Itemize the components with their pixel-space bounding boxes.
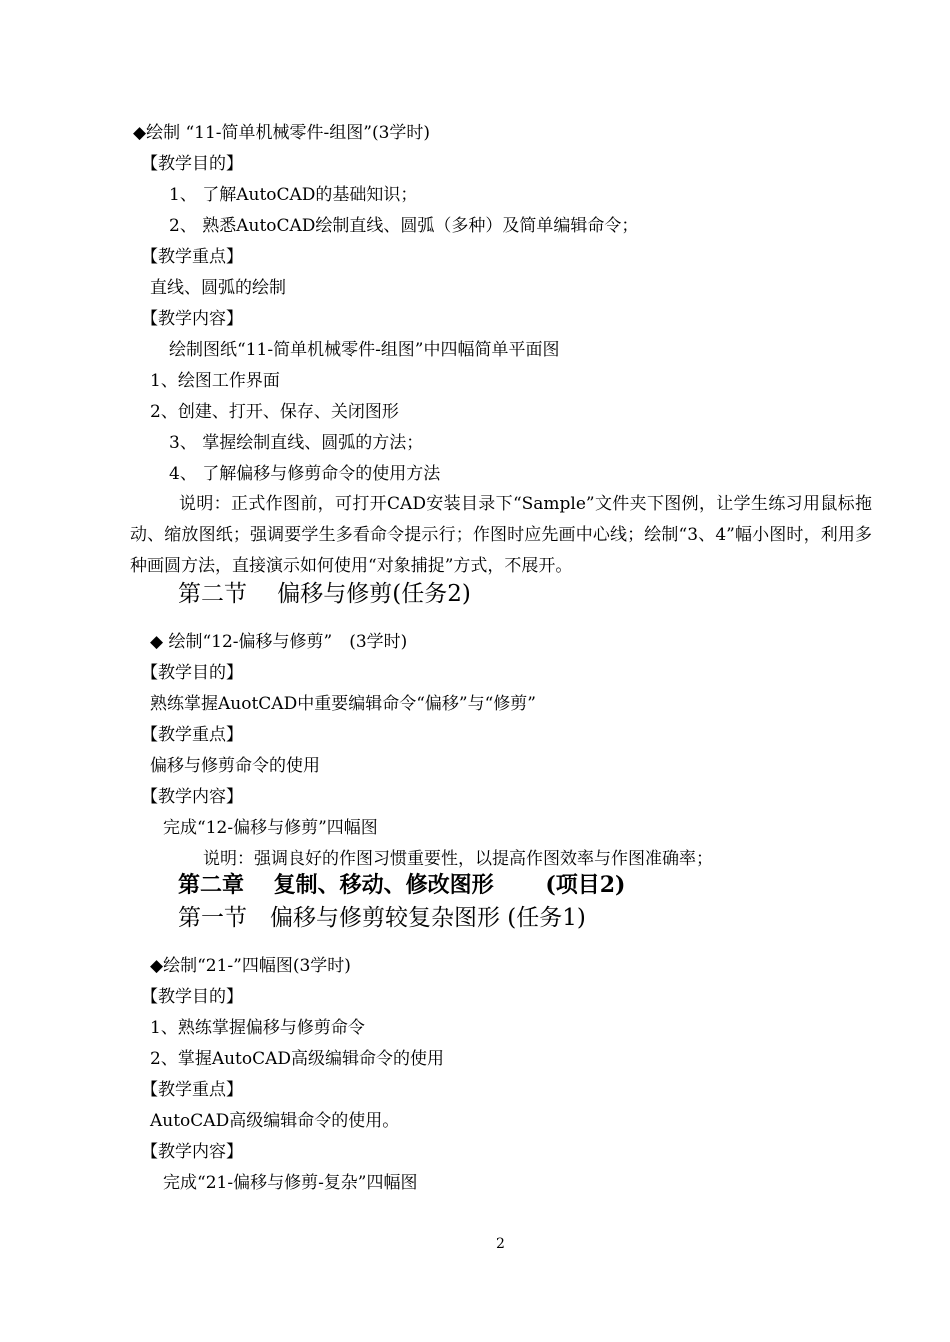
content-text: 完成“21-偏移与修剪-复杂”四幅图 [163, 1173, 418, 1193]
key-text: 直线、圆弧的绘制 [150, 278, 286, 298]
note-text: 说明：强调良好的作图习惯重要性，以提高作图效率与作图准确率； [203, 849, 713, 869]
key-text: 偏移与修剪命令的使用 [150, 756, 320, 776]
task-heading: ◆绘制 “11-简单机械零件-组图”(3学时) [133, 123, 431, 143]
content-item: 3、 掌握绘制直线、圆弧的方法； [169, 433, 424, 453]
content-item: 4、 了解偏移与修剪命令的使用方法 [169, 464, 441, 484]
goal-item: 2、掌握AutoCAD高级编辑命令的使用 [150, 1049, 445, 1069]
content-item: 绘制图纸“11-简单机械零件-组图”中四幅简单平面图 [169, 340, 560, 360]
page-number: 2 [496, 1236, 505, 1252]
goal-label: 【教学目的】 [141, 987, 243, 1007]
goal-item: 1、熟练掌握偏移与修剪命令 [150, 1018, 365, 1038]
note-paragraph: 说明：正式作图前，可打开CAD安装目录下“Sample”文件夹下图例，让学生练习用鼠标拖动、缩放图纸；强调要学生多看命令提示行；作图时应先画中心线；绘制“3、4”幅小图时，利用多种画圆方法，直接演示如何使用“对象捕捉”方式，不展开。 [130, 494, 872, 576]
key-label: 【教学重点】 [141, 247, 243, 267]
goal-item: 1、 了解AutoCAD的基础知识； [169, 185, 418, 205]
goal-text: 熟练掌握AuotCAD中重要编辑命令“偏移”与“修剪” [150, 694, 536, 714]
content-label: 【教学内容】 [141, 1142, 243, 1162]
section-heading: 第一节 偏移与修剪较复杂图形 (任务1) [178, 905, 586, 931]
key-label: 【教学重点】 [141, 1080, 243, 1100]
task-heading: ◆绘制“21-”四幅图(3学时) [150, 956, 351, 976]
content-item: 1、绘图工作界面 [150, 371, 280, 391]
content-item: 2、创建、打开、保存、关闭图形 [150, 402, 399, 422]
content-label: 【教学内容】 [141, 787, 243, 807]
goal-label: 【教学目的】 [141, 663, 243, 683]
goal-label: 【教学目的】 [141, 154, 243, 174]
section-heading: 第二节 偏移与修剪(任务2) [178, 581, 471, 607]
content-label: 【教学内容】 [141, 309, 243, 329]
key-text: AutoCAD高级编辑命令的使用。 [150, 1111, 400, 1131]
chapter-heading: 第二章 复制、移动、修改图形 (项目2) [178, 872, 626, 898]
content-text: 完成“12-偏移与修剪”四幅图 [163, 818, 378, 838]
key-label: 【教学重点】 [141, 725, 243, 745]
goal-item: 2、 熟悉AutoCAD绘制直线、圆弧（多种）及简单编辑命令； [169, 216, 639, 236]
task-heading: ◆ 绘制“12-偏移与修剪” (3学时) [150, 632, 408, 652]
